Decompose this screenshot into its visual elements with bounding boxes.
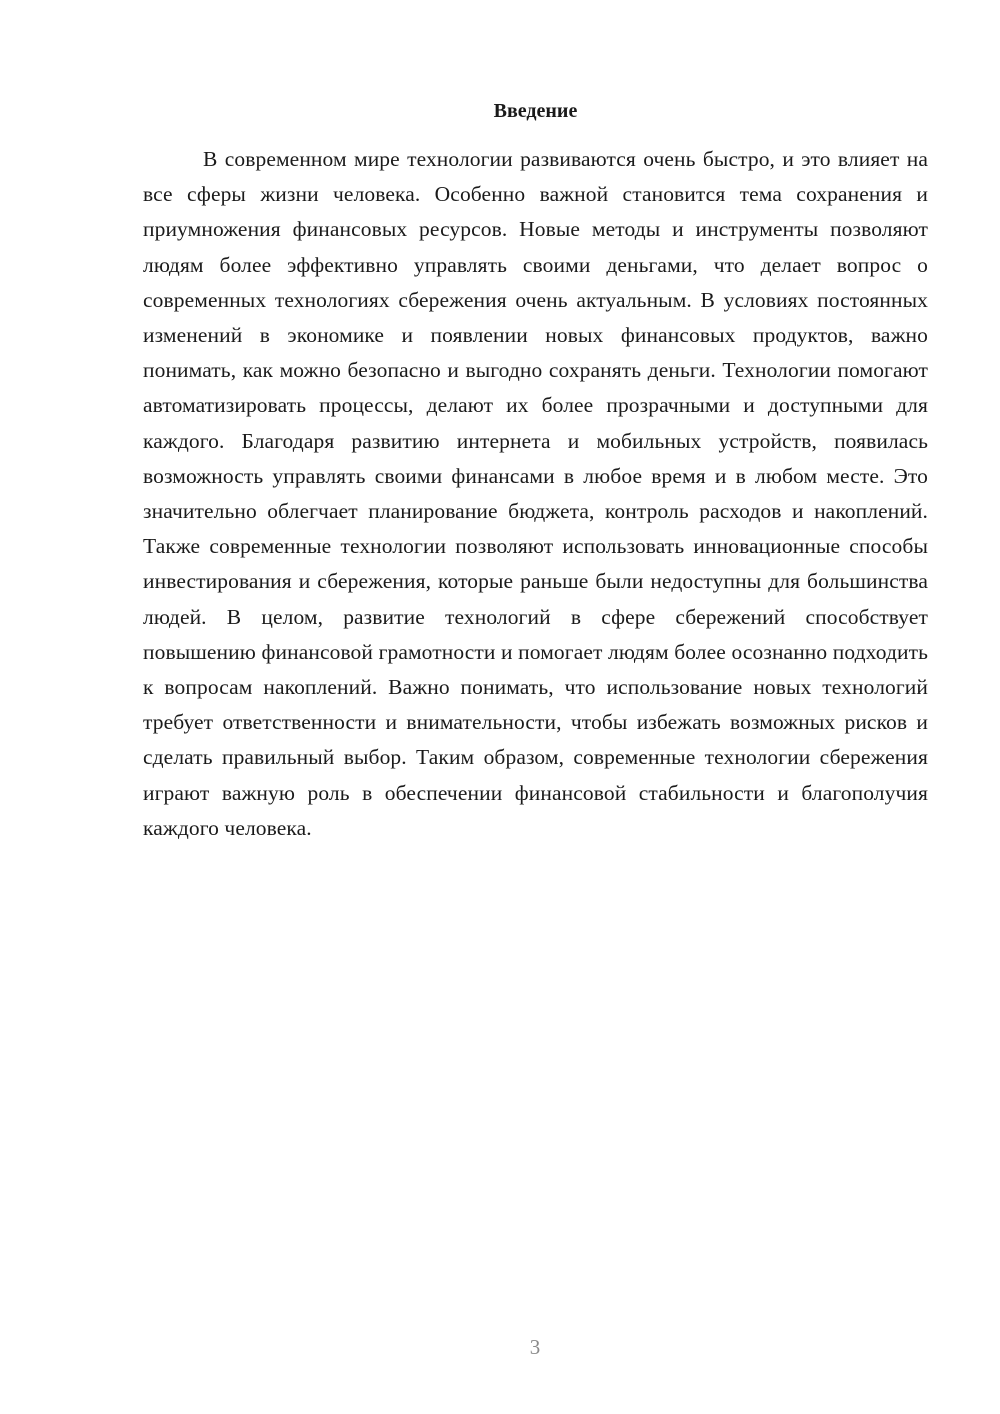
section-heading: Введение	[493, 100, 578, 122]
body-paragraph: В современном мире технологии развиваются очень быстро, и это влияет на все сферы жизни человека. Особенно важной становится тема сохранения и приумножения финансовых ресурсов. Новые методы и инструменты позволяют людям более эффективно управлять своими деньгами, что делает вопрос о современных технологиях сбережения очень актуальным. В условиях постоянных изменений в экономике и появлении новых финансовых продуктов, важно понимать, как можно безопасно и выгодно сохранять деньги. Технологии помогают автоматизировать процессы, делают их более прозрачными и доступными для каждого. Благодаря развитию интернета и мобильных устройств, появилась возможность управлять своими финансами в любое время и в любом месте. Это значительно облегчает планирование бюджета, контроль расходов и накоплений. Также современные технологии позволяют использовать инновационные способы инвестирования и сбережения, которые раньше были недоступны для большинства людей. В целом, развитие технологий в сфере сбережений способствует повышению финансовой грамотности и помогает людям более осознанно подходить к вопросам накоплений. Важно понимать, что использование новых технологий требует ответственности и внимательности, чтобы избежать возможных рисков и сделать правильный выбор. Таким образом, современные технологии сбережения играют важную роль в обеспечении финансовой стабильности и благополучия каждого человека.	[143, 147, 928, 840]
page-number: 3	[529, 1335, 541, 1359]
